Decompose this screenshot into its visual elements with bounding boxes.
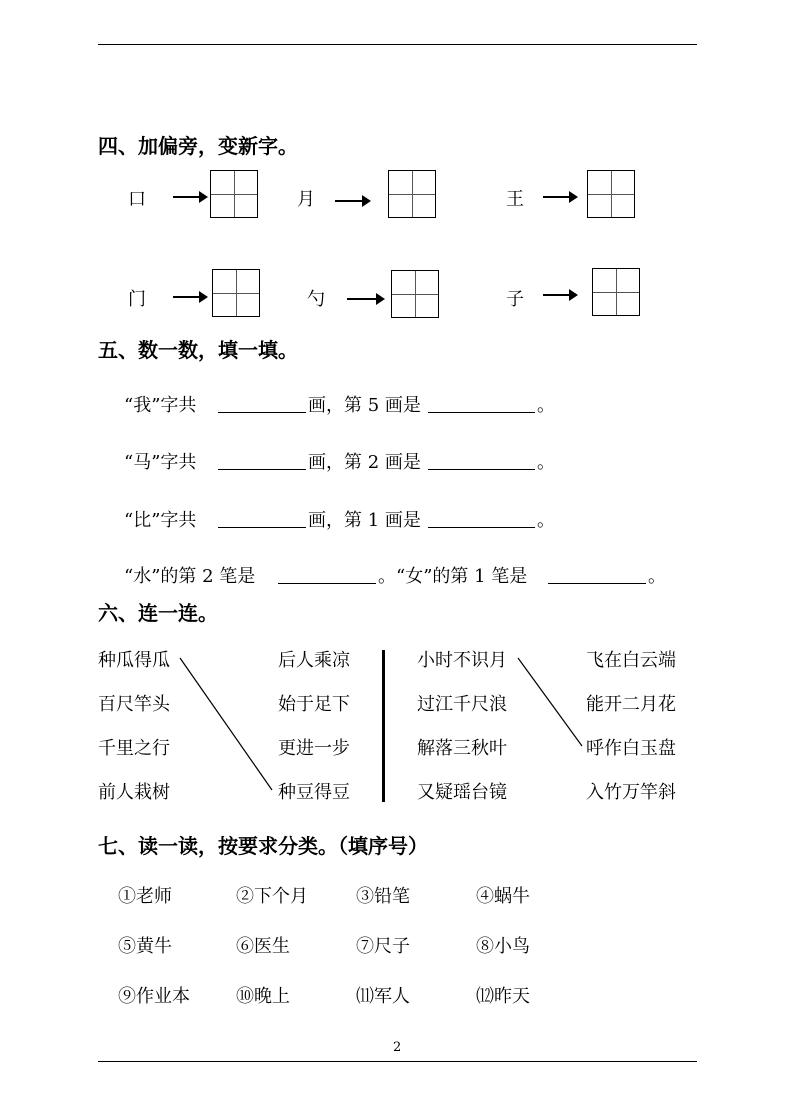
match-item[interactable]: 后人乘凉 (278, 650, 350, 671)
match-item[interactable]: 种瓜得瓜 (98, 650, 170, 671)
word-item: ⑥医生 (236, 936, 290, 957)
word-item: ⑨作业本 (118, 986, 190, 1007)
word-item: ⑿昨天 (476, 986, 530, 1007)
word-item: ④蜗牛 (476, 886, 530, 907)
radical-char: 勺 (307, 289, 325, 310)
page-number: 2 (393, 1040, 402, 1055)
word-item: ⑾军人 (356, 986, 410, 1007)
match-item[interactable]: 百尺竿头 (98, 694, 170, 715)
word-item: ⑧小鸟 (476, 936, 530, 957)
stroke-question-b: 画，第 5 画是 (308, 395, 421, 416)
match-item[interactable]: 千里之行 (98, 738, 170, 759)
connector-line (518, 658, 582, 746)
section4-heading: 四、加偏旁，变新字。 (98, 134, 298, 158)
word-item: ③铅笔 (356, 886, 410, 907)
radical-char: 月 (297, 189, 315, 210)
match-item[interactable]: 前人栽树 (98, 782, 170, 803)
stroke-question-end: 。 (648, 566, 666, 587)
stroke-question-a: “马”字共 (124, 452, 197, 473)
stroke-question-a: “我”字共 (124, 395, 197, 416)
radical-char: 门 (128, 289, 146, 310)
match-item[interactable]: 解落三秋叶 (417, 738, 507, 759)
word-item: ⑩晚上 (236, 986, 290, 1007)
radical-char: 王 (506, 189, 524, 210)
section6-heading: 六、连一连。 (98, 601, 218, 625)
radical-char: 子 (506, 289, 524, 310)
stroke-question-a: “水”的第 2 笔是 (124, 566, 256, 587)
match-item[interactable]: 更进一步 (278, 738, 350, 759)
section7-heading: 七、读一读，按要求分类。（填序号） (98, 834, 428, 858)
word-item: ⑦尺子 (356, 936, 410, 957)
match-item[interactable]: 小时不识月 (417, 650, 507, 671)
match-item[interactable]: 又疑瑶台镜 (417, 782, 507, 803)
stroke-question-end: 。 (537, 452, 555, 473)
word-item: ①老师 (118, 886, 172, 907)
stroke-question-b: 画，第 2 画是 (308, 452, 421, 473)
radical-char: 口 (128, 189, 146, 210)
word-item: ⑤黄牛 (118, 936, 172, 957)
word-item: ②下个月 (236, 886, 308, 907)
connector-line (180, 658, 272, 790)
match-item[interactable]: 过江千尺浪 (417, 694, 507, 715)
match-item[interactable]: 呼作白玉盘 (586, 738, 676, 759)
section5-heading: 五、数一数，填一填。 (98, 338, 298, 362)
stroke-question-b: 画，第 1 画是 (308, 510, 421, 531)
stroke-question-end: 。 (537, 395, 555, 416)
match-item[interactable]: 飞在白云端 (586, 650, 676, 671)
stroke-question-a: “比”字共 (124, 510, 197, 531)
stroke-question-b: 。“女”的第 1 笔是 (378, 566, 528, 587)
stroke-question-end: 。 (537, 510, 555, 531)
match-item[interactable]: 能开二月花 (586, 694, 676, 715)
match-item[interactable]: 入竹万竿斜 (586, 782, 676, 803)
match-item[interactable]: 始于足下 (278, 694, 350, 715)
match-item[interactable]: 种豆得豆 (278, 782, 350, 803)
